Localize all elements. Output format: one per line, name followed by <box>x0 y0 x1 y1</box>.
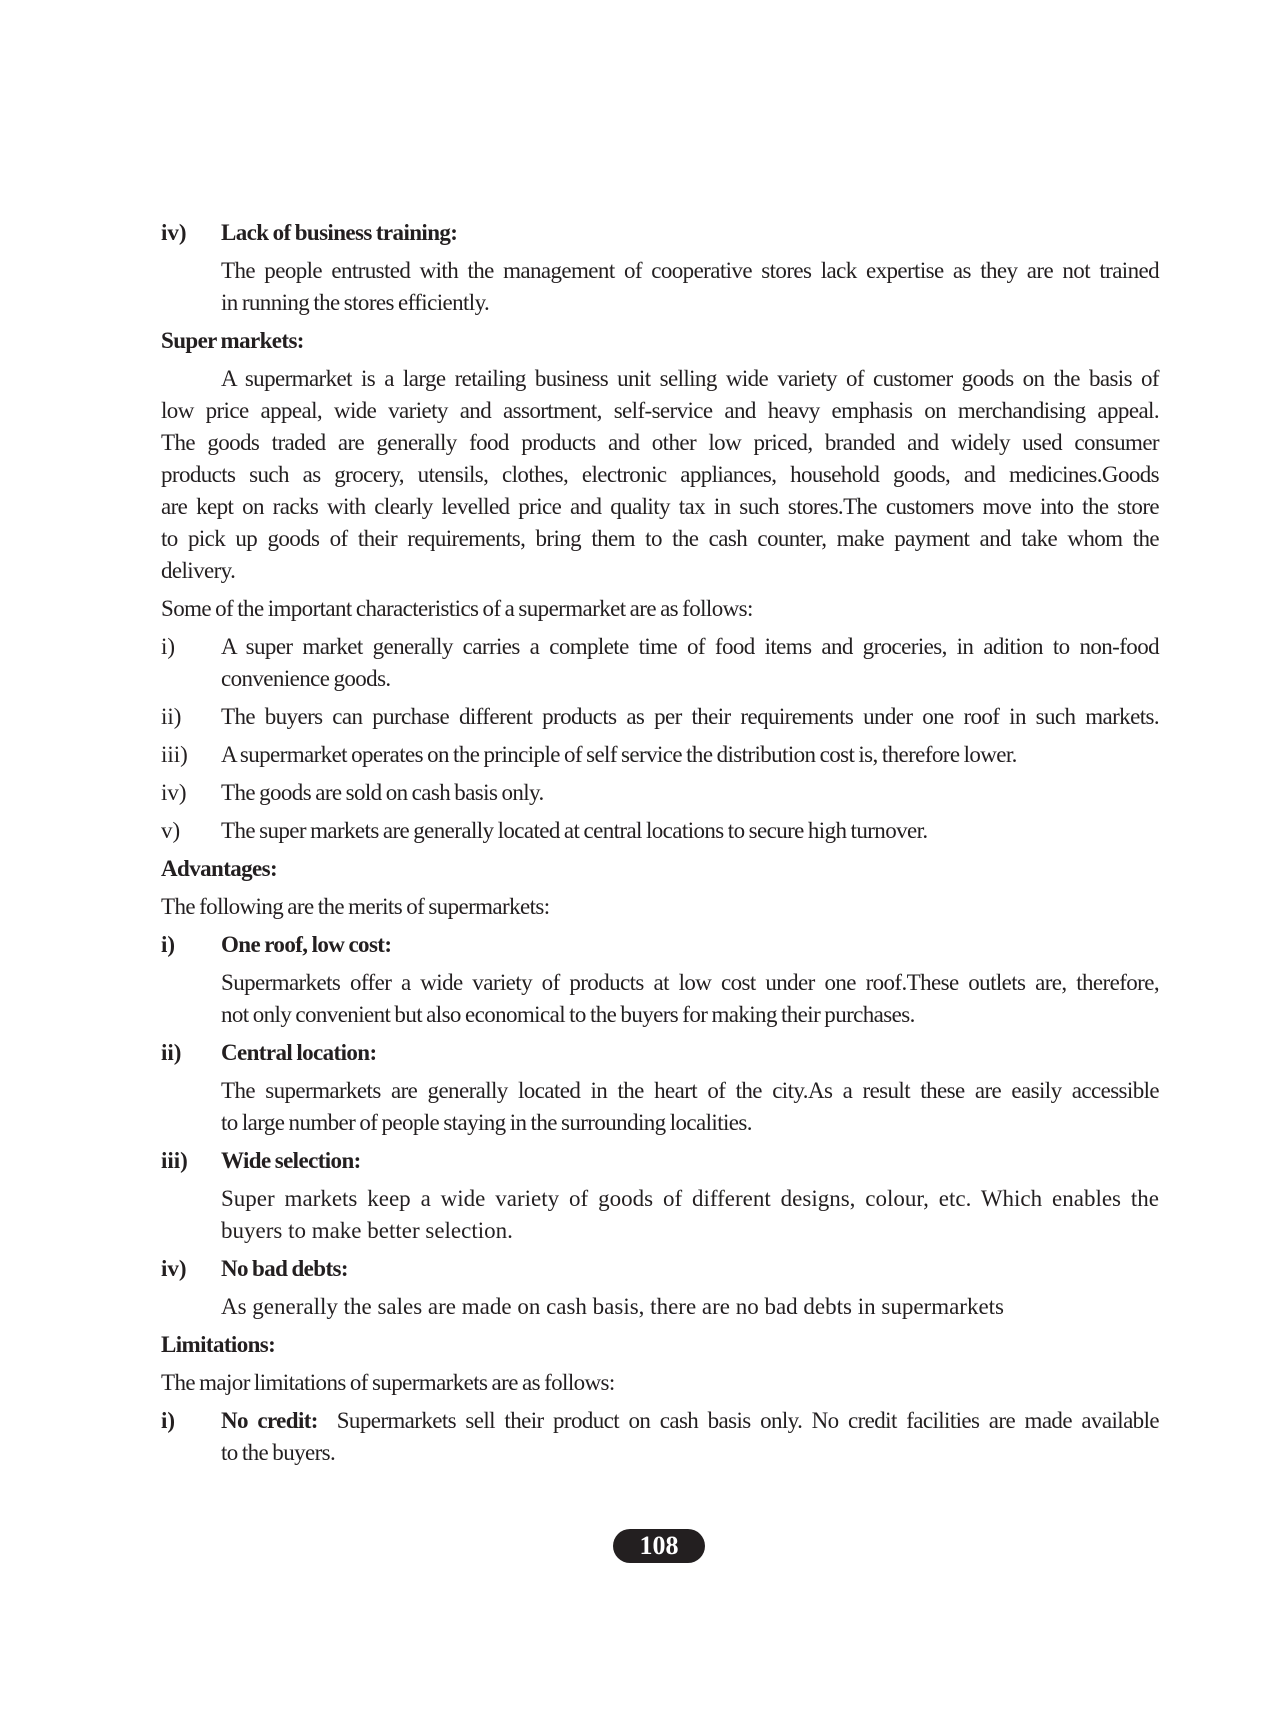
paragraph-line: The people entrusted with the management of cooperative stores lack expertise as they are not trained <box>221 258 1159 283</box>
list-item-line: The super markets are generally located at central locations to secure high turnover. <box>221 818 928 843</box>
paragraph-line: in running the stores efficiently. <box>221 290 490 315</box>
inline-title: No credit: <box>221 1408 318 1433</box>
list-item-line: to the buyers. <box>221 1440 336 1465</box>
subsection-title: No bad debts: <box>221 1256 348 1281</box>
list-number: i) <box>161 1408 176 1433</box>
list-intro: Some of the important characteristics of a supermarket are as follows: <box>161 596 753 621</box>
list-number: i) <box>161 634 176 659</box>
list-number: iv) <box>161 220 187 245</box>
paragraph-line: Supermarkets offer a wide variety of products at low cost under one roof.These outlets are, therefore, <box>221 970 1159 995</box>
list-number: v) <box>161 818 181 843</box>
paragraph-line: Super markets keep a wide variety of goods of different designs, colour, etc. Which enables the <box>221 1186 1159 1211</box>
list-item-line: The goods are sold on cash basis only. <box>221 780 544 805</box>
paragraph-line: are kept on racks with clearly levelled price and quality tax in such stores.The customers move into the store <box>161 494 1159 519</box>
list-item-line: A supermarket operates on the principle of self service the distribution cost is, therefore lower. <box>221 742 1017 767</box>
paragraph-line: products such as grocery, utensils, clothes, electronic appliances, household goods, and medicines.Goods <box>161 462 1159 487</box>
list-intro: The major limitations of supermarkets are as follows: <box>161 1370 615 1395</box>
section-heading: Advantages: <box>161 856 278 881</box>
list-intro: The following are the merits of supermarkets: <box>161 894 550 919</box>
subsection-title: Lack of business training: <box>221 220 458 245</box>
paragraph-line: buyers to make better selection. <box>221 1218 513 1243</box>
paragraph-line: The goods traded are generally food products and other low priced, branded and widely used consumer <box>161 430 1159 455</box>
list-number: iv) <box>161 780 187 805</box>
list-number: ii) <box>161 704 182 729</box>
paragraph-line: The supermarkets are generally located in the heart of the city.As a result these are easily accessible <box>221 1078 1159 1103</box>
paragraph-line: As generally the sales are made on cash basis, there are no bad debts in supermarkets <box>221 1294 1004 1319</box>
subsection-title: Central location: <box>221 1040 377 1065</box>
section-heading: Limitations: <box>161 1332 276 1357</box>
paragraph-line: not only convenient but also economical to the buyers for making their purchases. <box>221 1002 915 1027</box>
list-number: ii) <box>161 1040 182 1065</box>
subsection-title: One roof, low cost: <box>221 932 392 957</box>
list-number: iii) <box>161 1148 188 1173</box>
page-number-badge: 108 <box>613 1529 705 1563</box>
list-number: iii) <box>161 742 188 767</box>
subsection-title: Wide selection: <box>221 1148 361 1173</box>
list-number: i) <box>161 932 176 957</box>
paragraph-line: to pick up goods of their requirements, bring them to the cash counter, make payment and take whom the <box>161 526 1159 551</box>
list-number: iv) <box>161 1256 187 1281</box>
paragraph-line: A supermarket is a large retailing business unit selling wide variety of customer goods on the basis of <box>221 366 1159 391</box>
list-item-line: A super market generally carries a complete time of food items and groceries, in adition to non-food <box>221 634 1159 659</box>
paragraph-line: to large number of people staying in the surrounding localities. <box>221 1110 752 1135</box>
paragraph-line: delivery. <box>161 558 236 583</box>
list-item-line: convenience goods. <box>221 666 391 691</box>
paragraph-line: low price appeal, wide variety and assortment, self-service and heavy emphasis on merchandising appeal. <box>161 398 1159 423</box>
section-heading: Super markets: <box>161 328 304 353</box>
list-item-line: The buyers can purchase different products as per their requirements under one roof in such markets. <box>221 704 1159 729</box>
list-item-line: No credit: Supermarkets sell their product on cash basis only. No credit facilities are made available <box>221 1408 1159 1433</box>
